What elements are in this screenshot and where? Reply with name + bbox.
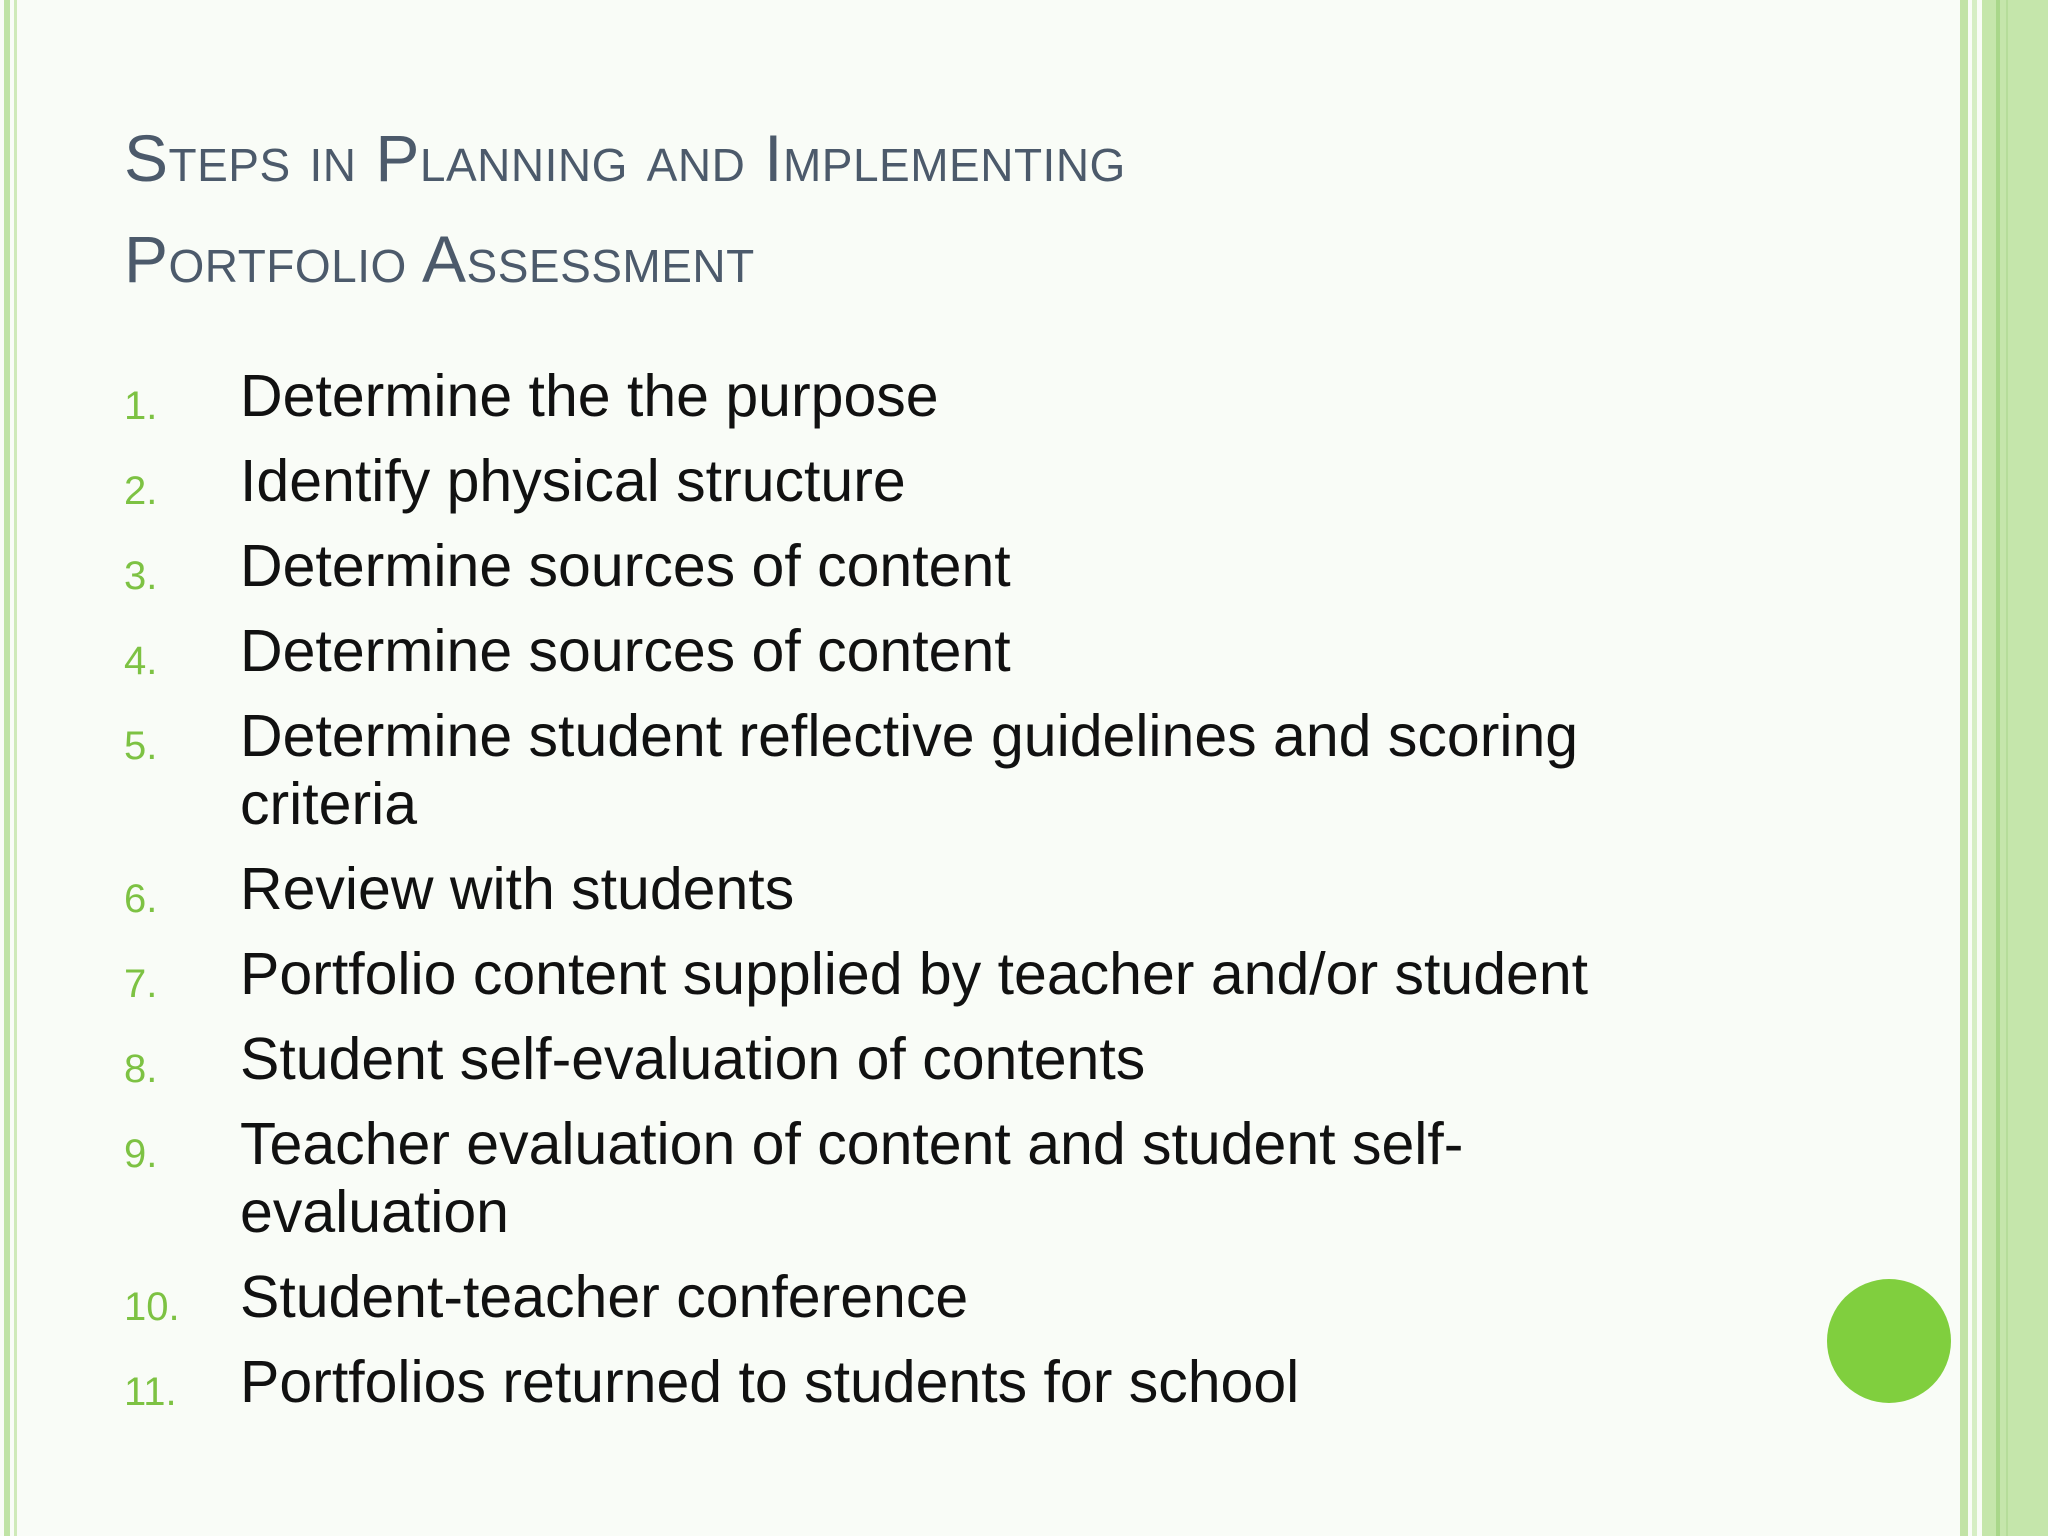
list-item-text: Determine the the purpose	[240, 363, 939, 429]
slide-title-line-2: Portfolio Assessment	[124, 222, 755, 296]
green-circle-decoration	[1827, 1279, 1951, 1403]
list-item	[124, 855, 1704, 923]
list-item	[124, 940, 1704, 1008]
list-item	[124, 362, 1704, 430]
list-item-text: Teacher evaluation of content and student self-evaluation	[240, 1111, 1464, 1245]
list-item	[124, 1025, 1704, 1093]
list-item-text: Student-teacher conference	[240, 1264, 969, 1330]
list-item-number: 10.	[124, 1285, 180, 1329]
list-item-text: Determine sources of content	[240, 618, 1011, 684]
left-border-line	[4, 0, 10, 1536]
list-item-number: 8.	[124, 1047, 158, 1091]
list-item-text: Portfolios returned to students for school	[240, 1349, 1300, 1415]
list-item	[124, 1348, 1704, 1416]
list-item-text: Student self-evaluation of contents	[240, 1026, 1146, 1092]
list-item	[124, 1110, 1704, 1246]
list-item-number: 2.	[124, 469, 158, 513]
list-item-number: 3.	[124, 554, 158, 598]
list-item	[124, 447, 1704, 515]
list-item-text: Determine sources of content	[240, 533, 1011, 599]
list-item-number: 4.	[124, 639, 158, 683]
list-item-number: 5.	[124, 724, 158, 768]
list-item-number: 7.	[124, 962, 158, 1006]
list-item-number: 6.	[124, 877, 158, 921]
right-border-stripe-thin	[2006, 0, 2008, 1536]
right-border-stripe	[1996, 0, 2000, 1536]
list-item-number: 11.	[124, 1370, 177, 1414]
list-item-text: Determine student reflective guidelines and scoring criteria	[240, 703, 1579, 837]
slide-title-line-1: Steps in Planning and Implementing	[124, 121, 1126, 195]
list-item	[124, 1263, 1704, 1331]
list-item	[124, 617, 1704, 685]
right-border-line	[1960, 0, 1968, 1536]
steps-list	[124, 362, 1704, 1433]
left-border-line-inner	[14, 0, 17, 1536]
list-item	[124, 532, 1704, 600]
list-item-text: Review with students	[240, 856, 795, 922]
slide-title	[124, 108, 1824, 310]
list-item-text: Portfolio content supplied by teacher and/or student	[240, 941, 1589, 1007]
list-item	[124, 702, 1704, 838]
right-border-band	[1982, 0, 2048, 1536]
list-item-number: 1.	[124, 384, 158, 428]
right-border-line-inner	[1972, 0, 1977, 1536]
list-item-text: Identify physical structure	[240, 448, 906, 514]
list-item-number: 9.	[124, 1132, 158, 1176]
